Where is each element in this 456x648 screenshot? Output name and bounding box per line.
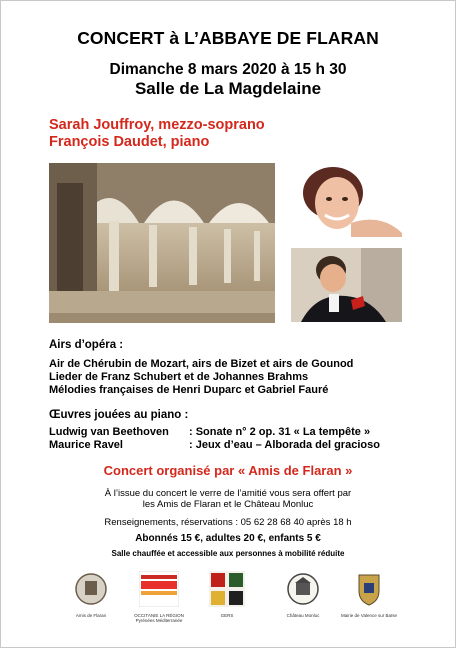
chateau-monluc-logo <box>285 571 321 613</box>
logo-caption: Mairie de Valence sur Baïse <box>341 613 397 618</box>
piano-work: : Jeux d’eau – Alborada del gracioso <box>189 439 380 451</box>
piano-work: : Sonate n° 2 op. 31 « La tempête » <box>189 426 371 438</box>
logo-caption: OCCITANIE LA RÉGION Pyrénées Méditerranée <box>134 613 184 623</box>
ticket-prices: Abonnés 15 €, adultes 20 €, enfants 5 € <box>135 533 321 544</box>
performer-pianist: François Daudet, piano <box>49 134 210 150</box>
logo-caption: Amis de Flaran <box>75 613 107 618</box>
concert-date: Dimanche 8 mars 2020 à 15 h 30 <box>109 61 347 78</box>
pianist-photo <box>291 248 402 322</box>
mairie-valence-logo <box>351 571 387 613</box>
region-occitanie-logo <box>139 571 179 613</box>
performer-singer: Sarah Jouffroy, mezzo-soprano <box>49 117 265 133</box>
cloister-photo <box>49 163 275 323</box>
singer-photo <box>291 163 402 237</box>
gers-logo <box>209 571 245 613</box>
piano-composer: Ludwig van Beethoven <box>49 426 169 438</box>
concert-title: CONCERT à L’ABBAYE DE FLARAN <box>77 28 379 48</box>
airs-line: Lieder de Franz Schubert et de Johannes Brahms <box>49 371 309 383</box>
accessibility-note: Salle chauffée et accessible aux personnes à mobilité réduite <box>111 549 345 558</box>
reception-line: les Amis de Flaran et le Château Monluc <box>142 499 314 510</box>
logo-caption: Château Monluc <box>286 613 320 618</box>
logo-caption: GERS <box>220 613 234 618</box>
organizer-line: Concert organisé par « Amis de Flaran » <box>103 463 353 478</box>
amis-de-flaran-logo <box>73 571 109 613</box>
airs-heading: Airs d’opéra : <box>49 339 124 351</box>
airs-line: Air de Chérubin de Mozart, airs de Bizet et airs de Gounod <box>49 358 354 370</box>
reception-line: À l’issue du concert le verre de l’amitié vous sera offert par <box>104 488 352 499</box>
contact-info: Renseignements, réservations : 05 62 28 68 40 après 18 h <box>104 517 352 528</box>
piano-heading: Œuvres jouées au piano : <box>49 409 189 421</box>
piano-composer: Maurice Ravel <box>49 439 123 451</box>
concert-venue: Salle de La Magdelaine <box>134 79 322 98</box>
airs-line: Mélodies françaises de Henri Duparc et Gabriel Fauré <box>49 384 329 396</box>
